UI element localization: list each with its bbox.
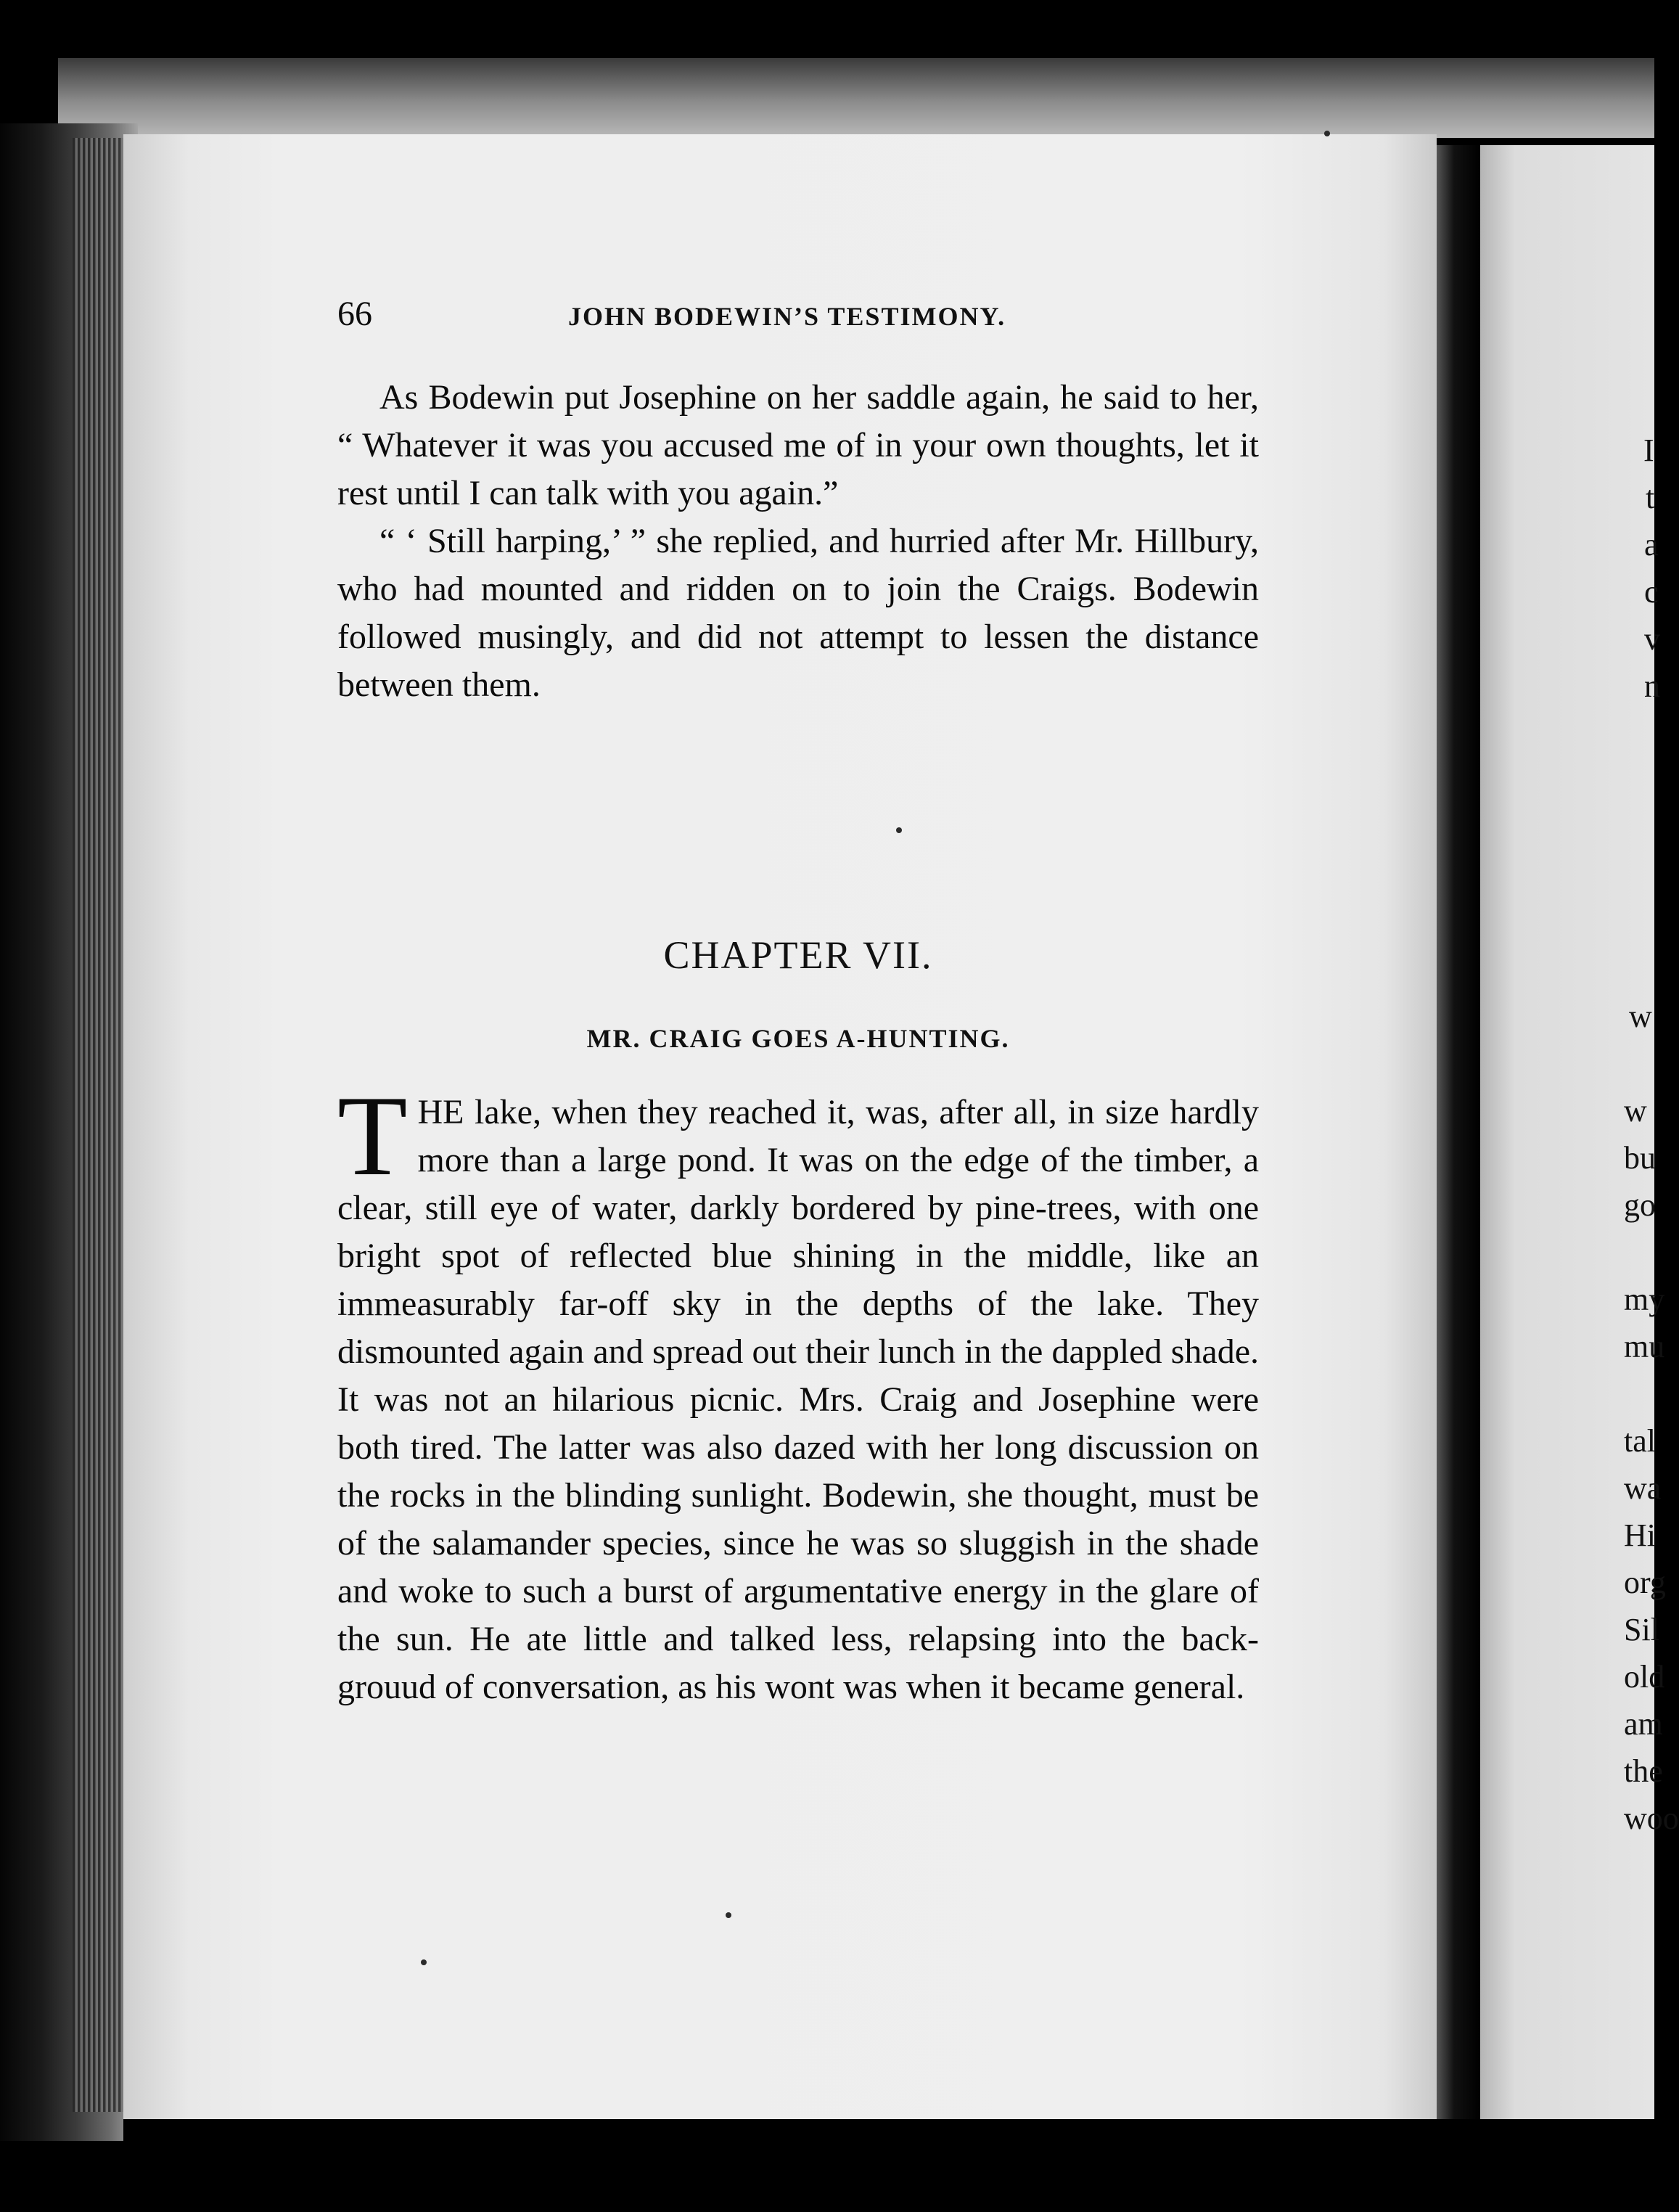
adjacent-fragment: Hi	[1624, 1517, 1656, 1553]
scan-speck	[1324, 131, 1330, 136]
adjacent-fragment: c	[1644, 574, 1659, 610]
scan-speck	[896, 827, 902, 833]
page-edges	[73, 138, 123, 2112]
adjacent-fragment: go	[1624, 1187, 1656, 1223]
chapter-subtitle: MR. CRAIG GOES A-HUNTING.	[586, 1024, 1010, 1053]
running-head: JOHN BODEWIN’S TESTIMONY.	[568, 302, 1006, 331]
adjacent-fragment: n	[1644, 668, 1660, 704]
opening-paragraph	[337, 1073, 1259, 1711]
chapter-title: CHAPTER VII.	[663, 933, 933, 977]
adjacent-fragment: old	[1624, 1659, 1665, 1695]
adjacent-fragment: wa	[1624, 1470, 1662, 1506]
adjacent-fragment: v	[1644, 621, 1660, 657]
adjacent-fragment: I	[1643, 433, 1654, 468]
section-end-text	[337, 374, 1259, 709]
adjacent-fragment: woo	[1624, 1801, 1679, 1836]
adjacent-fragment: mu	[1624, 1329, 1665, 1364]
book-gutter	[1437, 145, 1480, 2141]
adjacent-fragment: a	[1644, 527, 1659, 562]
adjacent-fragment: bu	[1624, 1140, 1656, 1176]
adjacent-page	[1480, 145, 1679, 2148]
scan-speck	[726, 1912, 731, 1918]
scan-speck	[421, 1959, 427, 1965]
paragraph: As Bodewin put Josephine on her saddle again, he said to her, “ Whatever it was you accused me of in your own thoughts, let it rest until I can talk with you again.”	[337, 378, 1259, 512]
drop-cap: T	[337, 1073, 408, 1200]
adjacent-fragment: Sil	[1624, 1612, 1659, 1647]
adjacent-fragment: tal	[1624, 1423, 1656, 1459]
chapter-body	[337, 1073, 1259, 1711]
adjacent-fragment: my	[1624, 1282, 1665, 1317]
page-header	[337, 294, 1259, 345]
adjacent-fragment: am	[1624, 1706, 1663, 1742]
page-number: 66	[337, 295, 372, 333]
scan-top-shadow	[58, 58, 1654, 138]
adjacent-fragment: w	[1624, 1093, 1647, 1128]
opening-paragraph-text: HE lake, when they reached it, was, after all, in size hardly more than a large pond. It was on the edge of the timber, a clear, still eye of water, darkly bordered by pine-trees, with one bright spot of reflected blue shining in the middle, like an immeasurably far-off sky in the depths of the lake. They dismounted again and spread out their lunch in the dappled shade. It was not an hilarious picnic. Mrs. Craig and Josephine were both tired. The latter was also dazed with her long discussion on the rocks in the blinding sunlight. Bodewin, she thought, must be of the salamander species, since he was so sluggish in the shade and woke to such a burst of argumentative energy in the glare of the sun. He ate little and talked less, relapsing into the back-grouud of conversation, as his wont was when it became general.	[337, 1093, 1259, 1706]
adjacent-fragment: t	[1646, 480, 1655, 515]
adjacent-fragment: w	[1629, 999, 1652, 1034]
scan-bottom-border	[123, 2119, 1654, 2212]
paragraph: “ ‘ Still harping,’ ” she replied, and hurried after Mr. Hillbury, who had mounted and ridden on to join the Craigs. Bodewin followed musingly, and did not attempt to lessen the distance between them.	[337, 522, 1259, 704]
adjacent-fragment: org	[1624, 1565, 1666, 1600]
adjacent-fragment: the	[1624, 1753, 1663, 1789]
